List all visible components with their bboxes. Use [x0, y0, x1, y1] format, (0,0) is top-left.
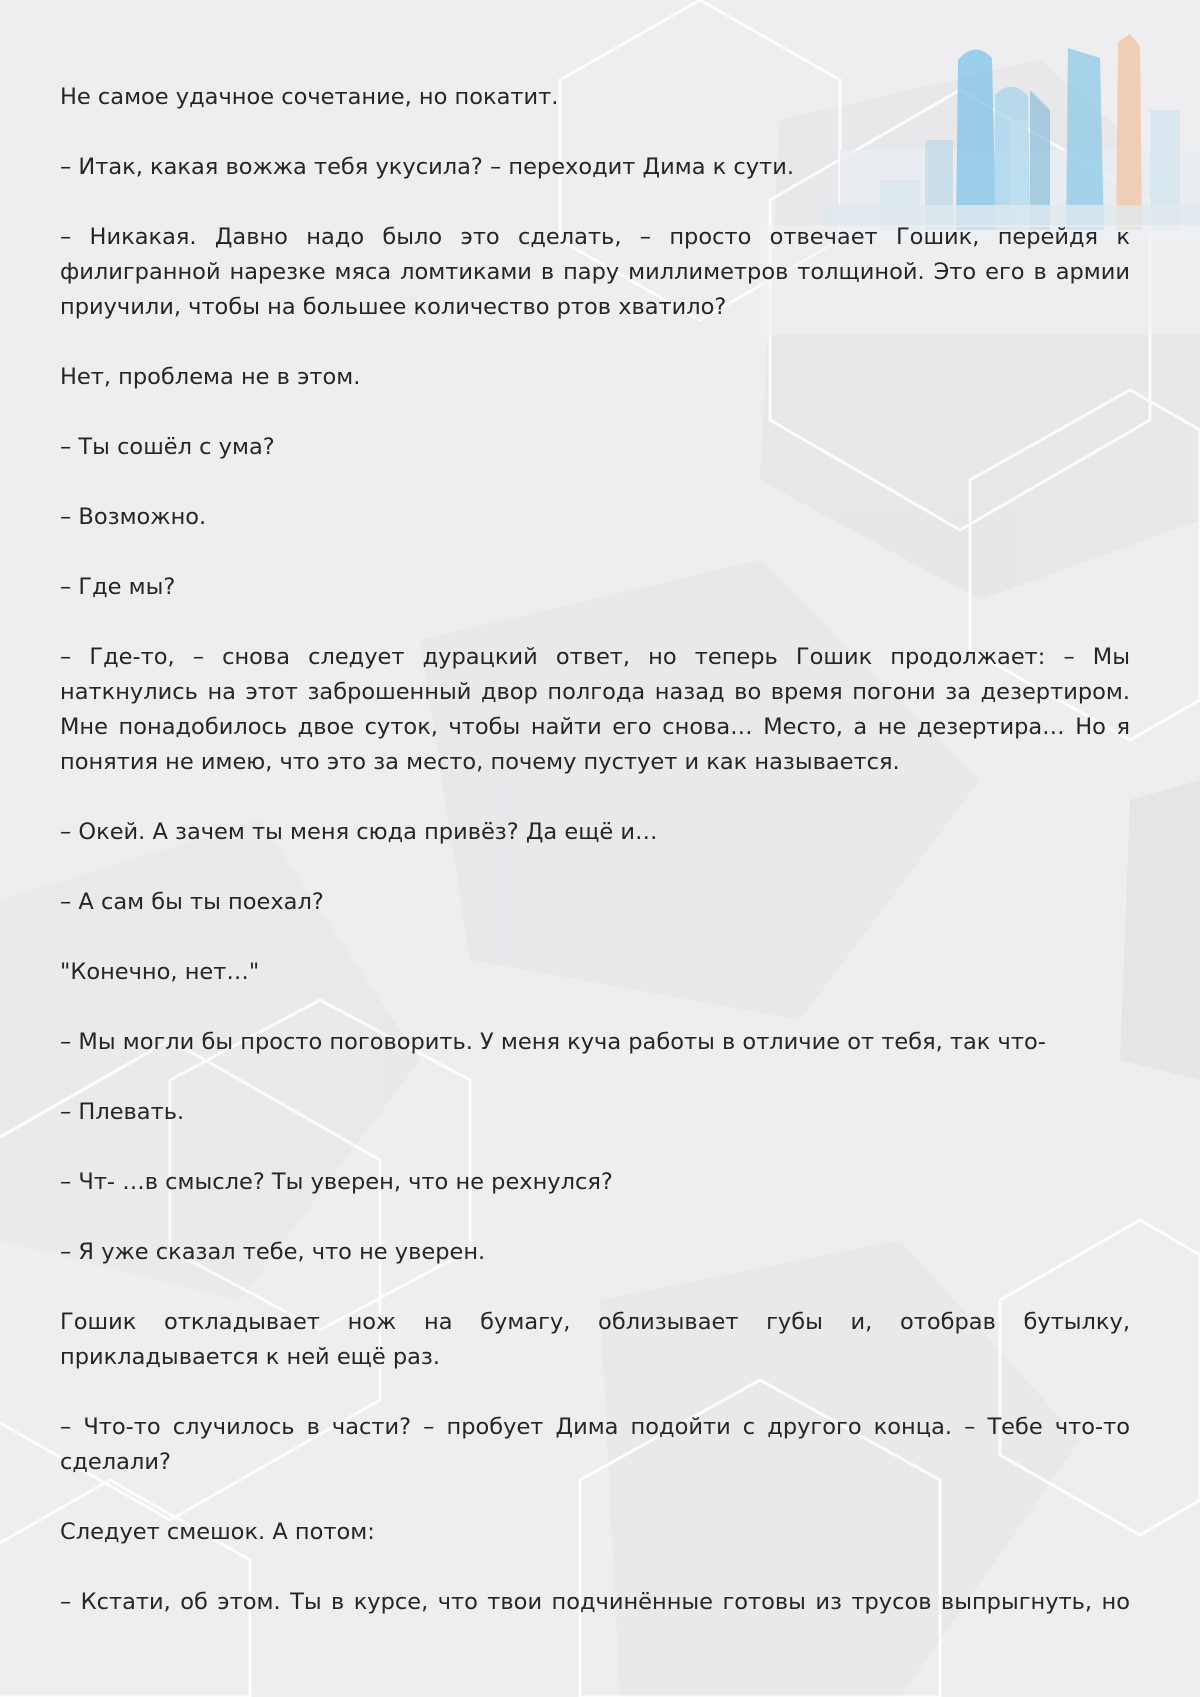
paragraph: Следует смешок. А потом:: [60, 1519, 375, 1545]
paragraph: – Плевать.: [60, 1099, 185, 1125]
paragraph: – Чт- …в смысле? Ты уверен, что не рехнулся?: [60, 1169, 613, 1195]
paragraph: Не самое удачное сочетание, но покатит.: [60, 84, 559, 110]
paragraph: – Мы могли бы просто поговорить. У меня куча работы в отличие от тебя, так что-: [60, 1029, 1046, 1055]
paragraph: – Где-то, – снова следует дурацкий ответ, но теперь Гошик продолжает: – Мы наткнулись на этот заброшенный двор полгода назад во время погони за дезертиром. Мне понадобилось двое суток, чтобы найти его снова… Место, а не дезертира… Но я понятия не имею, что это за место, почему пустует и как называется.: [60, 644, 1130, 775]
paragraph: – Я уже сказал тебе, что не уверен.: [60, 1239, 486, 1265]
paragraph: – Где мы?: [60, 574, 176, 600]
paragraph: – Окей. А зачем ты меня сюда привёз? Да ещё и…: [60, 819, 658, 845]
paragraph: – Никакая. Давно надо было это сделать, – просто отвечает Гошик, перейдя к филигранной нарезке мяса ломтиками в пару миллиметров толщиной. Это его в армии приучили, чтобы на большее количество ртов хватило?: [60, 224, 1130, 320]
paragraph-continued: – Кстати, об этом. Ты в курсе, что твои подчинённые готовы из трусов выпрыгнуть, но: [60, 1589, 1130, 1615]
paragraph: Нет, проблема не в этом.: [60, 364, 361, 390]
paragraph: – А сам бы ты поехал?: [60, 889, 324, 915]
document-body: [60, 80, 1130, 1620]
paragraph: – Что-то случилось в части? – пробует Дима подойти с другого конца. – Тебе что-то сделали?: [60, 1414, 1130, 1475]
paragraph: – Итак, какая вожжа тебя укусила? – переходит Дима к сути.: [60, 154, 794, 180]
paragraph: – Ты сошёл с ума?: [60, 434, 275, 460]
paragraph: "Конечно, нет…": [60, 959, 260, 985]
paragraph: – Возможно.: [60, 504, 207, 530]
paragraph: Гошик откладывает нож на бумагу, облизывает губы и, отобрав бутылку, прикладывается к ней ещё раз.: [60, 1309, 1130, 1370]
